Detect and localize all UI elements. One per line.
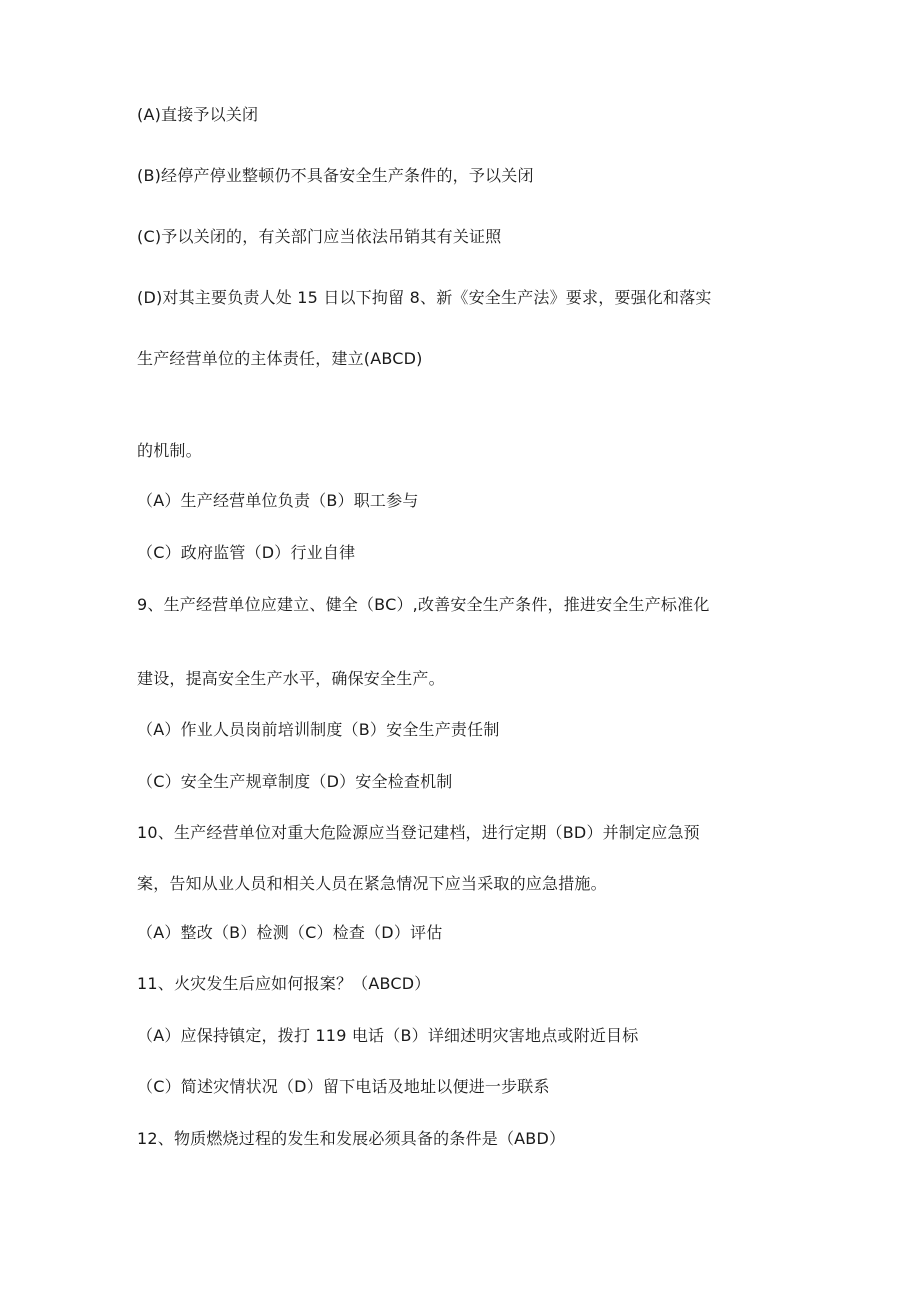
question-text-line: 的机制。 — [137, 441, 202, 460]
option-line: (A)直接予以关闭 — [137, 105, 259, 124]
question-text-line: 10、生产经营单位对重大危险源应当登记建档，进行定期（BD）并制定应急预 — [137, 823, 700, 842]
question-text-line: 建设，提高安全生产水平，确保安全生产。 — [137, 669, 445, 688]
option-line: （C）安全生产规章制度（D）安全检查机制 — [137, 772, 453, 791]
question-text-line: 12、物质燃烧过程的发生和发展必须具备的条件是（ABD） — [137, 1129, 566, 1148]
question-text-line: 11、火灾发生后应如何报案？（ABCD） — [137, 974, 431, 993]
question-text-line: 案，告知从业人员和相关人员在紧急情况下应当采取的应急措施。 — [137, 874, 607, 893]
option-line: (D)对其主要负责人处 15 日以下拘留 8、新《安全生产法》要求，要强化和落实 — [137, 288, 712, 307]
option-line: （A）应保持镇定，拨打 119 电话（B）详细述明灾害地点或附近目标 — [137, 1026, 639, 1045]
option-line: (C)予以关闭的，有关部门应当依法吊销其有关证照 — [137, 227, 502, 246]
question-text-line: 生产经营单位的主体责任，建立(ABCD) — [137, 349, 423, 368]
question-text-line: 9、生产经营单位应建立、健全（BC）,改善安全生产条件，推进安全生产标准化 — [137, 595, 710, 614]
option-line: （A）生产经营单位负责（B）职工参与 — [137, 491, 419, 510]
option-line: (B)经停产停业整顿仍不具备安全生产条件的，予以关闭 — [137, 166, 534, 185]
option-line: （C）简述灾情状况（D）留下电话及地址以便进一步联系 — [137, 1077, 550, 1096]
option-line: （A）整改（B）检测（C）检查（D）评估 — [137, 923, 443, 942]
option-line: （A）作业人员岗前培训制度（B）安全生产责任制 — [137, 720, 500, 739]
option-line: （C）政府监管（D）行业自律 — [137, 543, 356, 562]
